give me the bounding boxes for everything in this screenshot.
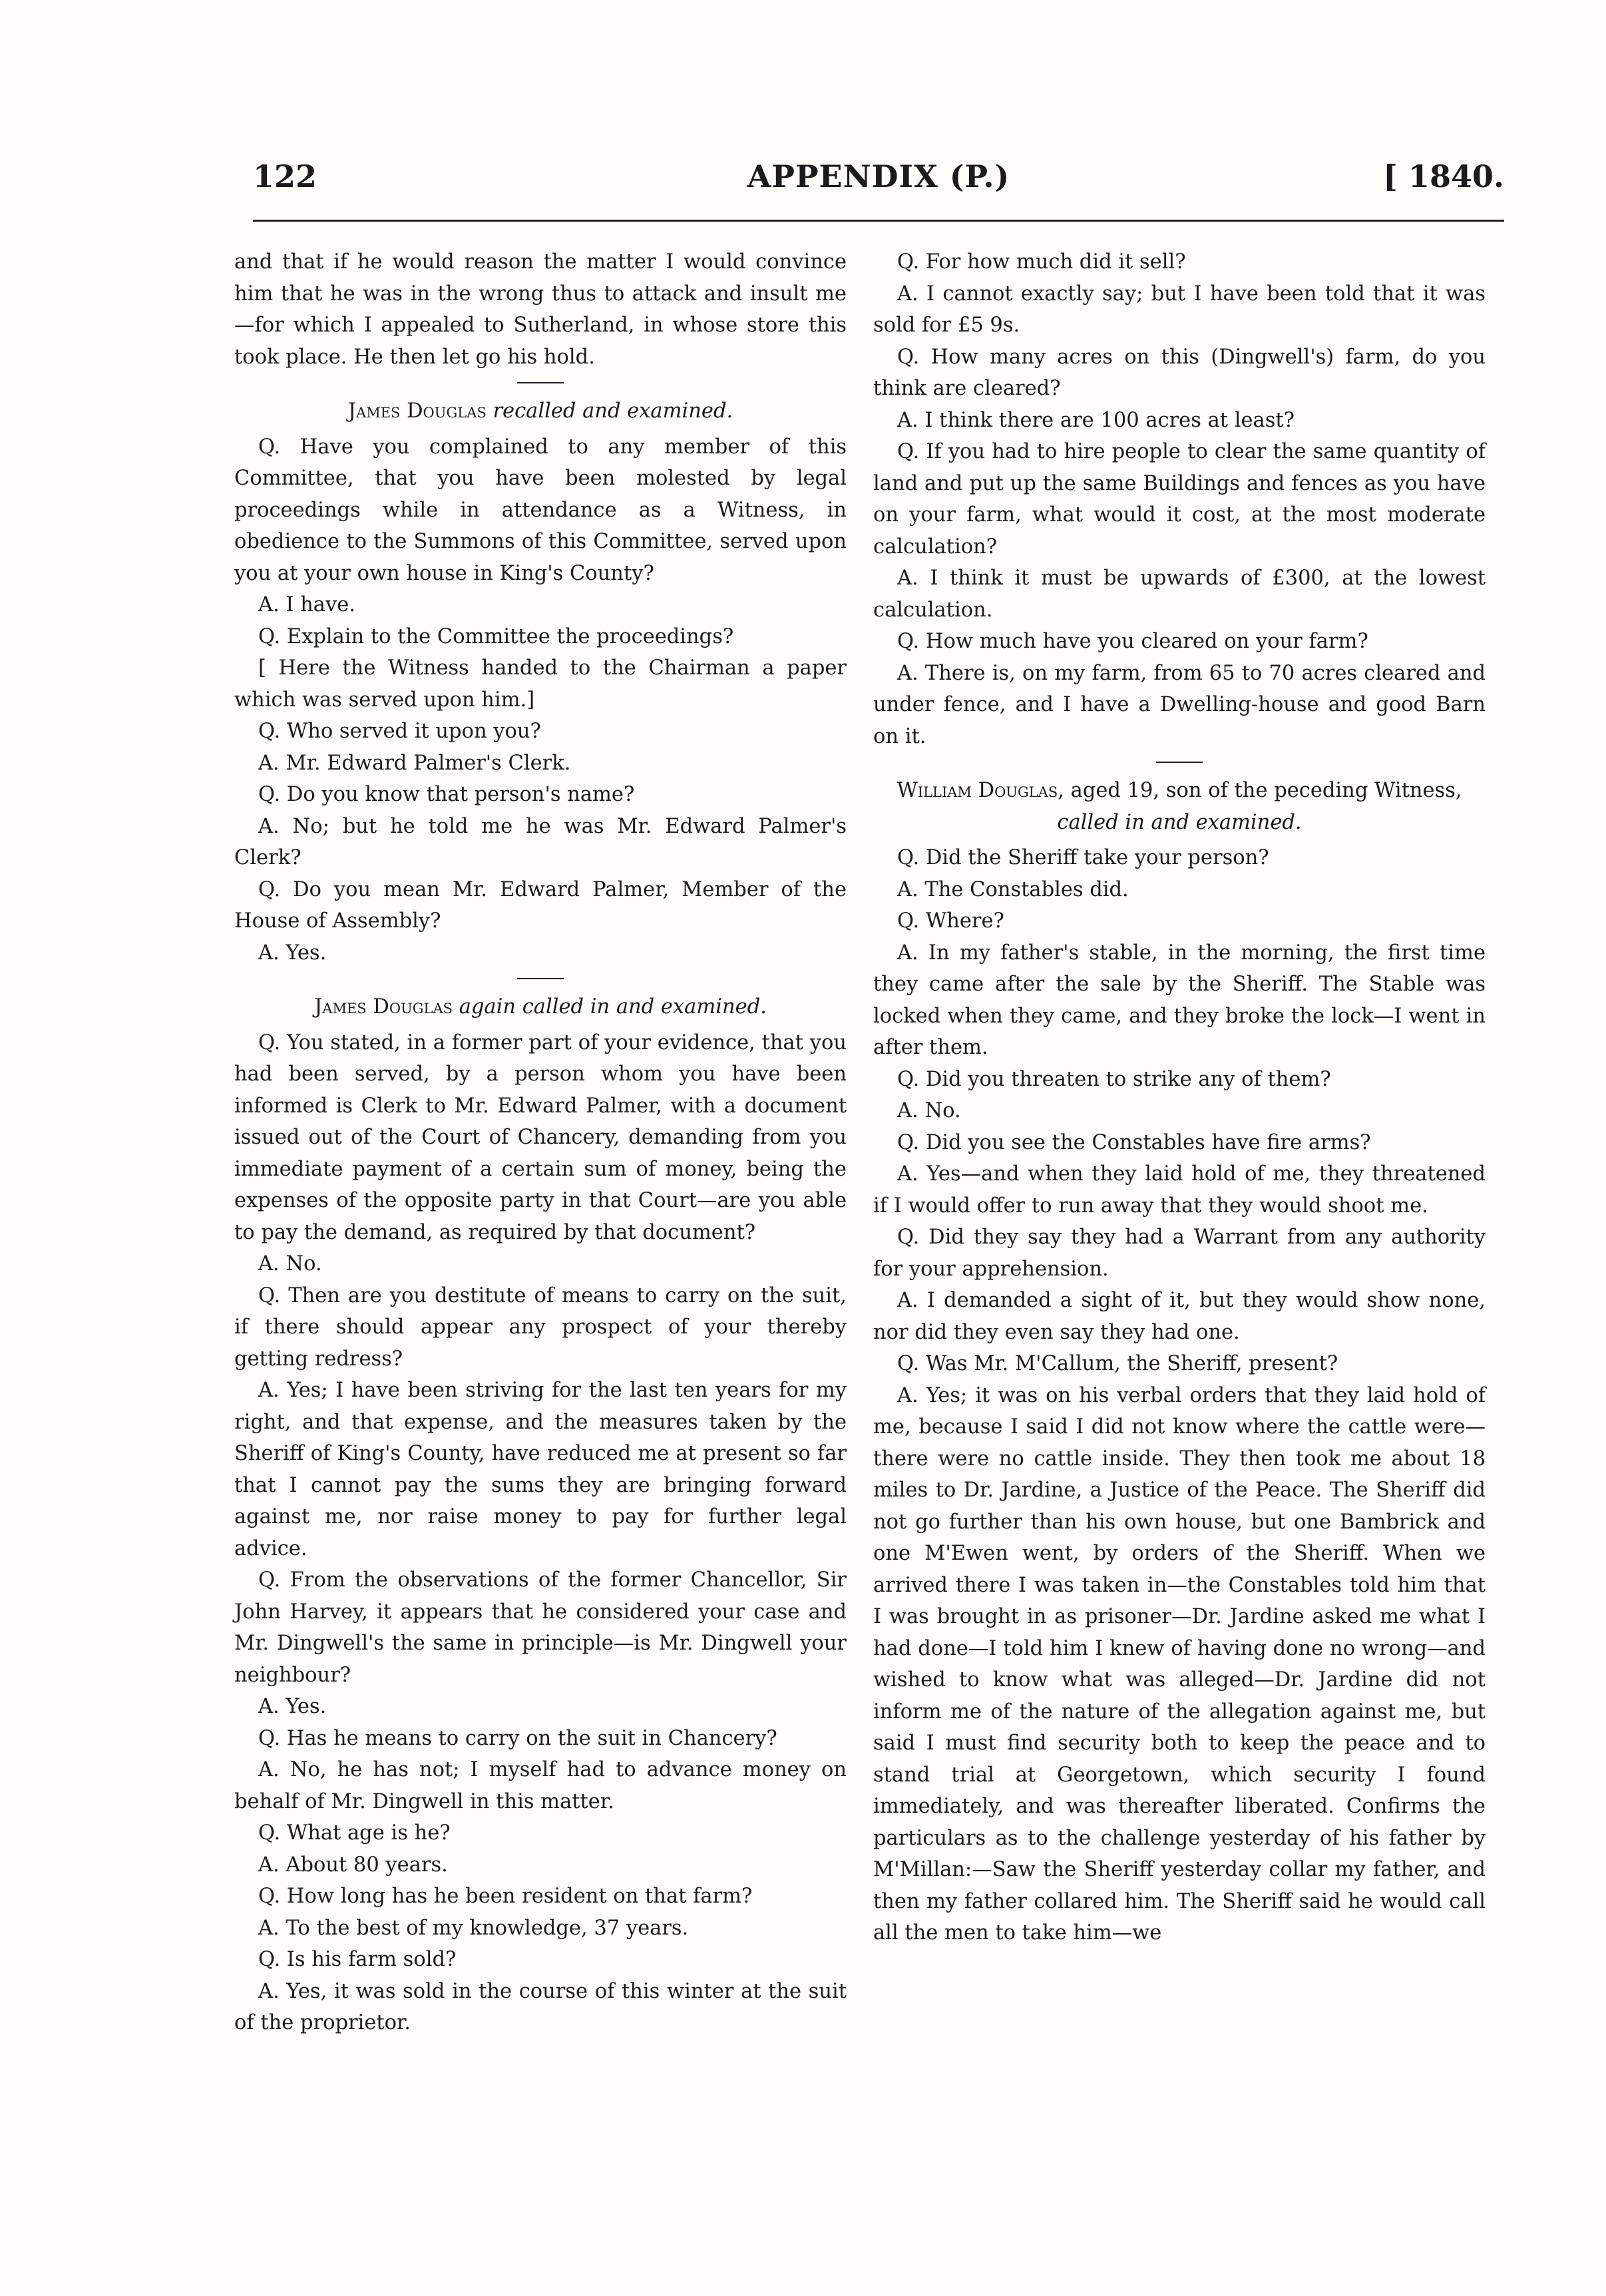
answer: A. To the best of my knowledge, 37 years. (258, 1916, 689, 1940)
question: Q. Did you see the Constables have fire arms? (897, 1130, 1371, 1154)
heading-text: again called in and examined. (453, 995, 767, 1019)
answer: A. No, he has not; I myself had to advance money on behalf of Mr. Dingwell in this matter. (234, 1758, 847, 1813)
page-year: [ 1840. (1383, 158, 1504, 194)
answer: A. I cannot exactly say; but I have been told that it was sold for £5 9s. (873, 282, 1486, 337)
section-separator (517, 978, 564, 979)
question: Q. For how much did it sell? (897, 250, 1186, 274)
section-separator (517, 382, 564, 383)
question: Q. Do you mean Mr. Edward Palmer, Member of the House of Assembly? (234, 877, 847, 933)
answer: A. The Constables did. (897, 877, 1129, 901)
question: Q. Have you complained to any member of this Committee, that you have been molested by legal proceedings while in attendance as a Witness, in obedience to the Summons of this Committee, served upon you at your own house in King's County? (234, 435, 847, 585)
answer: A. Yes. (258, 1695, 327, 1718)
question: Q. Did they say they had a Warrant from any authority for your apprehension. (873, 1226, 1486, 1281)
page-number: 122 (253, 158, 317, 194)
question: Q. Where? (897, 909, 1004, 933)
answer: A. No. (258, 1252, 322, 1275)
answer: A. I have. (258, 593, 355, 616)
question: Q. How many acres on this (Dingwell's) farm, do you think are cleared? (873, 345, 1486, 400)
answer: A. Yes; it was on his verbal orders that they laid hold of me, because I said I did not know where the cattle were—there were no cattle inside. They then took me about 18 miles to Dr. Jardine, a Justice of the Peace. The Sheriff did not go further than his own house, but one Bambrick and one M'Ewen went, by orders of the Sheriff. When we arrived there I was taken in—the Constables told him that I was brought in as prisoner—Dr. Jardine asked me what I had done—I told him I knew of having done no wrong—and wished to know what was alleged—Dr. Jardine did not inform me of the nature of the allegation against me, but said I must find security both to keep the peace and to stand trial at Georgetown, which security I found immediately, and was thereafter liberated. Confirms the particulars as to the challenge yesterday of his father by M'Millan:—Saw the Sheriff yesterday collar my father, and then my father collared him. The Sheriff said he would call all the men to take him—we (873, 1383, 1486, 1945)
question: Q. Was Mr. M'Callum, the Sheriff, present? (897, 1352, 1338, 1375)
answer: A. About 80 years. (258, 1853, 448, 1877)
left-column (234, 246, 847, 2039)
section-separator (1156, 762, 1203, 763)
heading-subtext: called in and examined. (1057, 810, 1302, 834)
answer: A. Yes—and when they laid hold of me, they threatened if I would offer to run away that they would shoot me. (873, 1162, 1486, 1218)
answer: A. I think there are 100 acres at least? (897, 408, 1295, 432)
answer: A. No; but he told me he was Mr. Edward Palmer's Clerk? (234, 814, 847, 869)
page-header (253, 158, 1504, 212)
page-title: APPENDIX (P.) (747, 158, 1010, 194)
question: Q. Explain to the Committee the proceedings? (258, 624, 734, 648)
answer: A. I think it must be upwards of £300, at the lowest calculation. (873, 567, 1486, 622)
witness-name: James Douglas (347, 399, 487, 423)
section-heading (234, 395, 847, 427)
answer: A. Yes; I have been striving for the last ten years for my right, and that expense, and the measures taken by the Sheriff of King's County, have reduced me at present so far that I cannot pay the sums they are bringing forward against me, nor raise money to pay for further legal advice. (234, 1379, 847, 1560)
right-column (873, 246, 1486, 1949)
answer: A. Yes, it was sold in the course of this winter at the suit of the proprietor. (234, 1979, 847, 2034)
paragraph: and that if he would reason the matter I would convince him that he was in the wrong thus to attack and insult me—for which I appealed to Sutherland, in whose store this took place. He then let go his hold. (234, 250, 847, 369)
question: Q. Did the Sheriff take your person? (897, 846, 1269, 869)
section-heading (873, 775, 1486, 838)
question: Q. You stated, in a former part of your evidence, that you had been served, by a person whom you have been informed is Clerk to Mr. Edward Palmer, with a document issued out of the Court of Chancery, demanding from you immediate payment of a certain sum of money, being the expenses of the opposite party in that Court—are you able to pay the demand, as required by that document? (234, 1031, 847, 1244)
question: Q. Has he means to carry on the suit in Chancery? (258, 1726, 777, 1750)
answer: A. No. (897, 1099, 961, 1122)
answer: A. I demanded a sight of it, but they would show none, nor did they even say they had one. (873, 1289, 1486, 1344)
header-rule (253, 220, 1504, 222)
question: Q. Do you know that person's name? (258, 783, 635, 806)
question: Q. How much have you cleared on your farm? (897, 630, 1368, 653)
question: Q. Who served it upon you? (258, 720, 541, 743)
question: Q. Did you threaten to strike any of them? (897, 1067, 1331, 1091)
answer: A. There is, on my farm, from 65 to 70 acres cleared and under fence, and I have a Dwelling-house and good Barn on it. (873, 661, 1486, 748)
question: Q. Is his farm sold? (258, 1948, 457, 1971)
answer: A. Mr. Edward Palmer's Clerk. (258, 751, 571, 775)
question: Q. How long has he been resident on that farm? (258, 1885, 753, 1908)
heading-text: recalled and examined. (486, 399, 733, 423)
answer: A. Yes. (258, 941, 327, 965)
question: Q. What age is he? (258, 1821, 451, 1845)
answer: A. In my father's stable, in the morning, the first time they came after the sale by the Sheriff. The Stable was locked when they came, and they broke the lock—I went in after them. (873, 941, 1486, 1059)
section-heading (234, 991, 847, 1023)
witness-name: James Douglas (314, 995, 453, 1019)
question: Q. If you had to hire people to clear the same quantity of land and put up the same Buildings and fences as you have on your farm, what would it cost, at the most moderate calculation? (873, 440, 1486, 559)
question: Q. From the observations of the former Chancellor, Sir John Harvey, it appears that he considered your case and Mr. Dingwell's the same in principle—is Mr. Dingwell your neighbour? (234, 1568, 847, 1687)
note: [ Here the Witness handed to the Chairman a paper which was served upon him.] (234, 656, 847, 712)
witness-name: William Douglas (897, 779, 1058, 802)
heading-text: , aged 19, son of the peceding Witness, (1058, 779, 1462, 802)
question: Q. Then are you destitute of means to carry on the suit, if there should appear any prospect of your thereby getting redress? (234, 1283, 847, 1371)
